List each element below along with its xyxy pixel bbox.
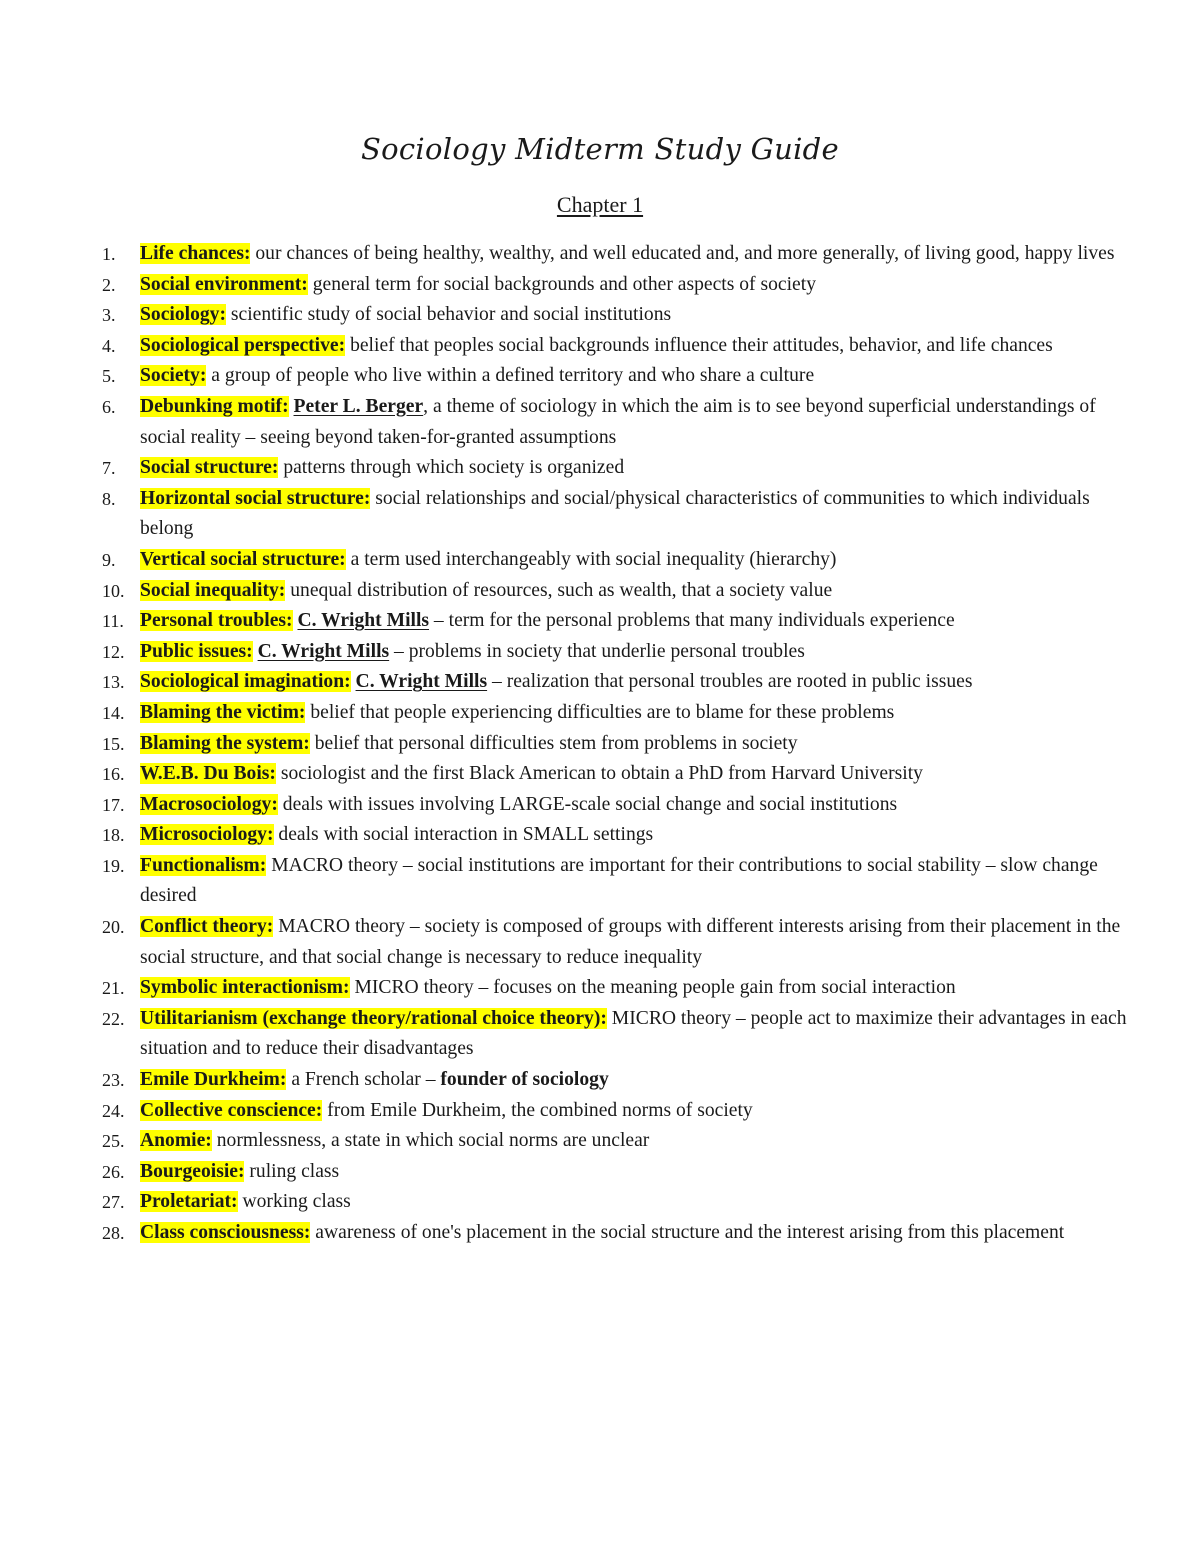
item-number: 8. [102,488,116,509]
term-label: Social environment: [140,273,308,295]
term-definition: normlessness, a state in which social norms are unclear [216,1130,650,1152]
item-number: 26. [102,1161,125,1182]
term-label: Debunking motif: [140,395,289,417]
term-definition: MICRO theory – focuses on the meaning people gain from social interaction [354,977,956,999]
item-number: 14. [102,702,125,723]
term-definition: from Emile Durkheim, the combined norms of society [327,1099,753,1121]
term-definition: scientific study of social behavior and social institutions [230,304,672,326]
term-definition: deals with social interaction in SMALL settings [278,824,654,846]
item-number: 9. [102,549,116,570]
author-name: Peter L. Berger [293,395,424,417]
term-definition: sociologist and the first Black American to obtain a PhD from Harvard University [280,763,923,785]
term-definition: belief that people experiencing difficulties are to blame for these problems [310,701,895,723]
term-label: Blaming the system: [140,732,310,754]
term-label: Class consciousness: [140,1222,311,1243]
term-label: Vertical social structure: [140,548,346,570]
list-item [102,667,1140,698]
term-definition: working class [242,1191,351,1213]
list-item [102,392,1140,453]
list-item [102,484,1140,545]
item-number: 1. [102,244,116,264]
term-label: Microsociology: [140,824,274,846]
list-item [102,1004,1140,1065]
item-number: 24. [102,1100,125,1121]
term-definition: our chances of being healthy, wealthy, and well educated and, and more generally, of living good, happy lives [255,243,1115,264]
item-number: 22. [102,1008,125,1029]
term-definition: a term used interchangeably with social inequality (hierarchy) [350,548,837,570]
item-number: 15. [102,733,125,754]
item-number: 25. [102,1131,125,1152]
list-item [102,1126,1140,1157]
term-label: W.E.B. Du Bois: [140,763,276,785]
list-item [102,1065,1140,1096]
term-label: Collective conscience: [140,1099,323,1121]
list-item [102,239,1140,270]
term-definition: – problems in society that underlie personal troubles [389,640,805,662]
term-definition: unequal distribution of resources, such as wealth, that a society value [290,579,833,601]
list-item [102,270,1140,301]
item-number: 20. [102,917,125,938]
item-number: 27. [102,1192,125,1213]
list-item [102,851,1140,912]
term-definition: MACRO theory – social institutions are important for their contributions to social stability – slow change desired [140,854,1098,907]
list-item [102,331,1140,362]
term-label: Social inequality: [140,579,286,601]
list-item [102,1187,1140,1218]
list-item [102,576,1140,607]
item-number: 16. [102,764,125,785]
term-definition-emphasis: founder of sociology [440,1069,609,1091]
list-item [102,361,1140,392]
list-item [102,300,1140,331]
item-number: 21. [102,978,125,999]
item-number: 28. [102,1223,125,1243]
term-label: Emile Durkheim: [140,1069,287,1091]
term-label: Blaming the victim: [140,701,306,723]
term-definition: patterns through which society is organized [283,457,625,479]
item-number: 2. [102,274,116,295]
term-definition: deals with issues involving LARGE-scale social change and social institutions [282,793,898,815]
list-item [102,973,1140,1004]
list-item [102,453,1140,484]
term-label: Sociology: [140,304,226,326]
item-number: 5. [102,366,116,387]
list-item [102,1157,1140,1188]
item-number: 18. [102,825,125,846]
list-item [102,545,1140,576]
item-number: 13. [102,672,125,693]
item-number: 3. [102,305,116,326]
item-number: 19. [102,855,125,876]
term-label: Macrosociology: [140,793,278,815]
term-definition: a group of people who live within a defined territory and who share a culture [211,365,815,387]
term-label: Anomie: [140,1130,212,1152]
term-label: Utilitarianism (exchange theory/rational choice theory): [140,1007,607,1029]
list-item [102,729,1140,760]
term-label: Bourgeoisie: [140,1160,245,1182]
term-label: Life chances: [140,243,251,264]
term-label: Horizontal social structure: [140,487,371,509]
page-title: Sociology Midterm Study Guide [360,132,840,166]
item-number: 23. [102,1070,125,1091]
term-list [102,239,1140,1249]
term-label: Symbolic interactionism: [140,977,350,999]
term-definition: general term for social backgrounds and other aspects of society [312,273,816,295]
list-item [102,912,1140,973]
term-definition: social relationships and social/physical characteristics of communities to which individuals belong [140,487,1090,540]
item-number: 7. [102,458,116,479]
author-name: C. Wright Mills [355,671,488,693]
list-item [102,820,1140,851]
list-item [102,606,1140,637]
author-name: C. Wright Mills [297,610,430,632]
term-label: Public issues: [140,640,253,662]
term-definition: MACRO theory – society is composed of groups with different interests arising from their placement in the social structure, and that social change is necessary to reduce inequality [140,916,1121,968]
term-definition: MICRO theory – people act to maximize their advantages in each situation and to reduce their disadvantages [140,1007,1127,1060]
list-item [102,637,1140,668]
list-item [102,698,1140,729]
term-label: Functionalism: [140,854,267,876]
item-number: 6. [102,396,116,417]
term-label: Proletariat: [140,1191,238,1213]
term-definition: – realization that personal troubles are rooted in public issues [487,671,973,693]
term-definition: awareness of one's placement in the social structure and the interest arising from this placement [315,1222,1065,1243]
item-number: 11. [102,611,124,632]
term-label: Personal troubles: [140,610,293,632]
term-definition: , a theme of sociology in which the aim is to see beyond superficial understandings of social reality – seeing beyond taken-for-granted assumptions [140,395,1096,448]
term-label: Conflict theory: [140,916,274,938]
term-label: Sociological imagination: [140,671,351,693]
term-label: Society: [140,365,207,387]
term-label: Social structure: [140,457,279,479]
list-item [102,759,1140,790]
term-definition: – term for the personal problems that many individuals experience [429,610,955,632]
term-definition: a French scholar – [291,1069,441,1091]
term-definition: belief that personal difficulties stem from problems in society [314,732,798,754]
item-number: 17. [102,794,125,815]
list-item [102,1218,1140,1249]
chapter-heading: Chapter 1 [556,192,644,217]
item-number: 4. [102,335,116,356]
item-number: 10. [102,580,125,601]
author-name: C. Wright Mills [257,640,390,662]
item-number: 12. [102,641,125,662]
list-item [102,1096,1140,1127]
term-definition: ruling class [249,1160,340,1182]
term-label: Sociological perspective: [140,334,346,356]
list-item [102,790,1140,821]
term-definition: belief that peoples social backgrounds influence their attitudes, behavior, and life chances [350,334,1053,356]
